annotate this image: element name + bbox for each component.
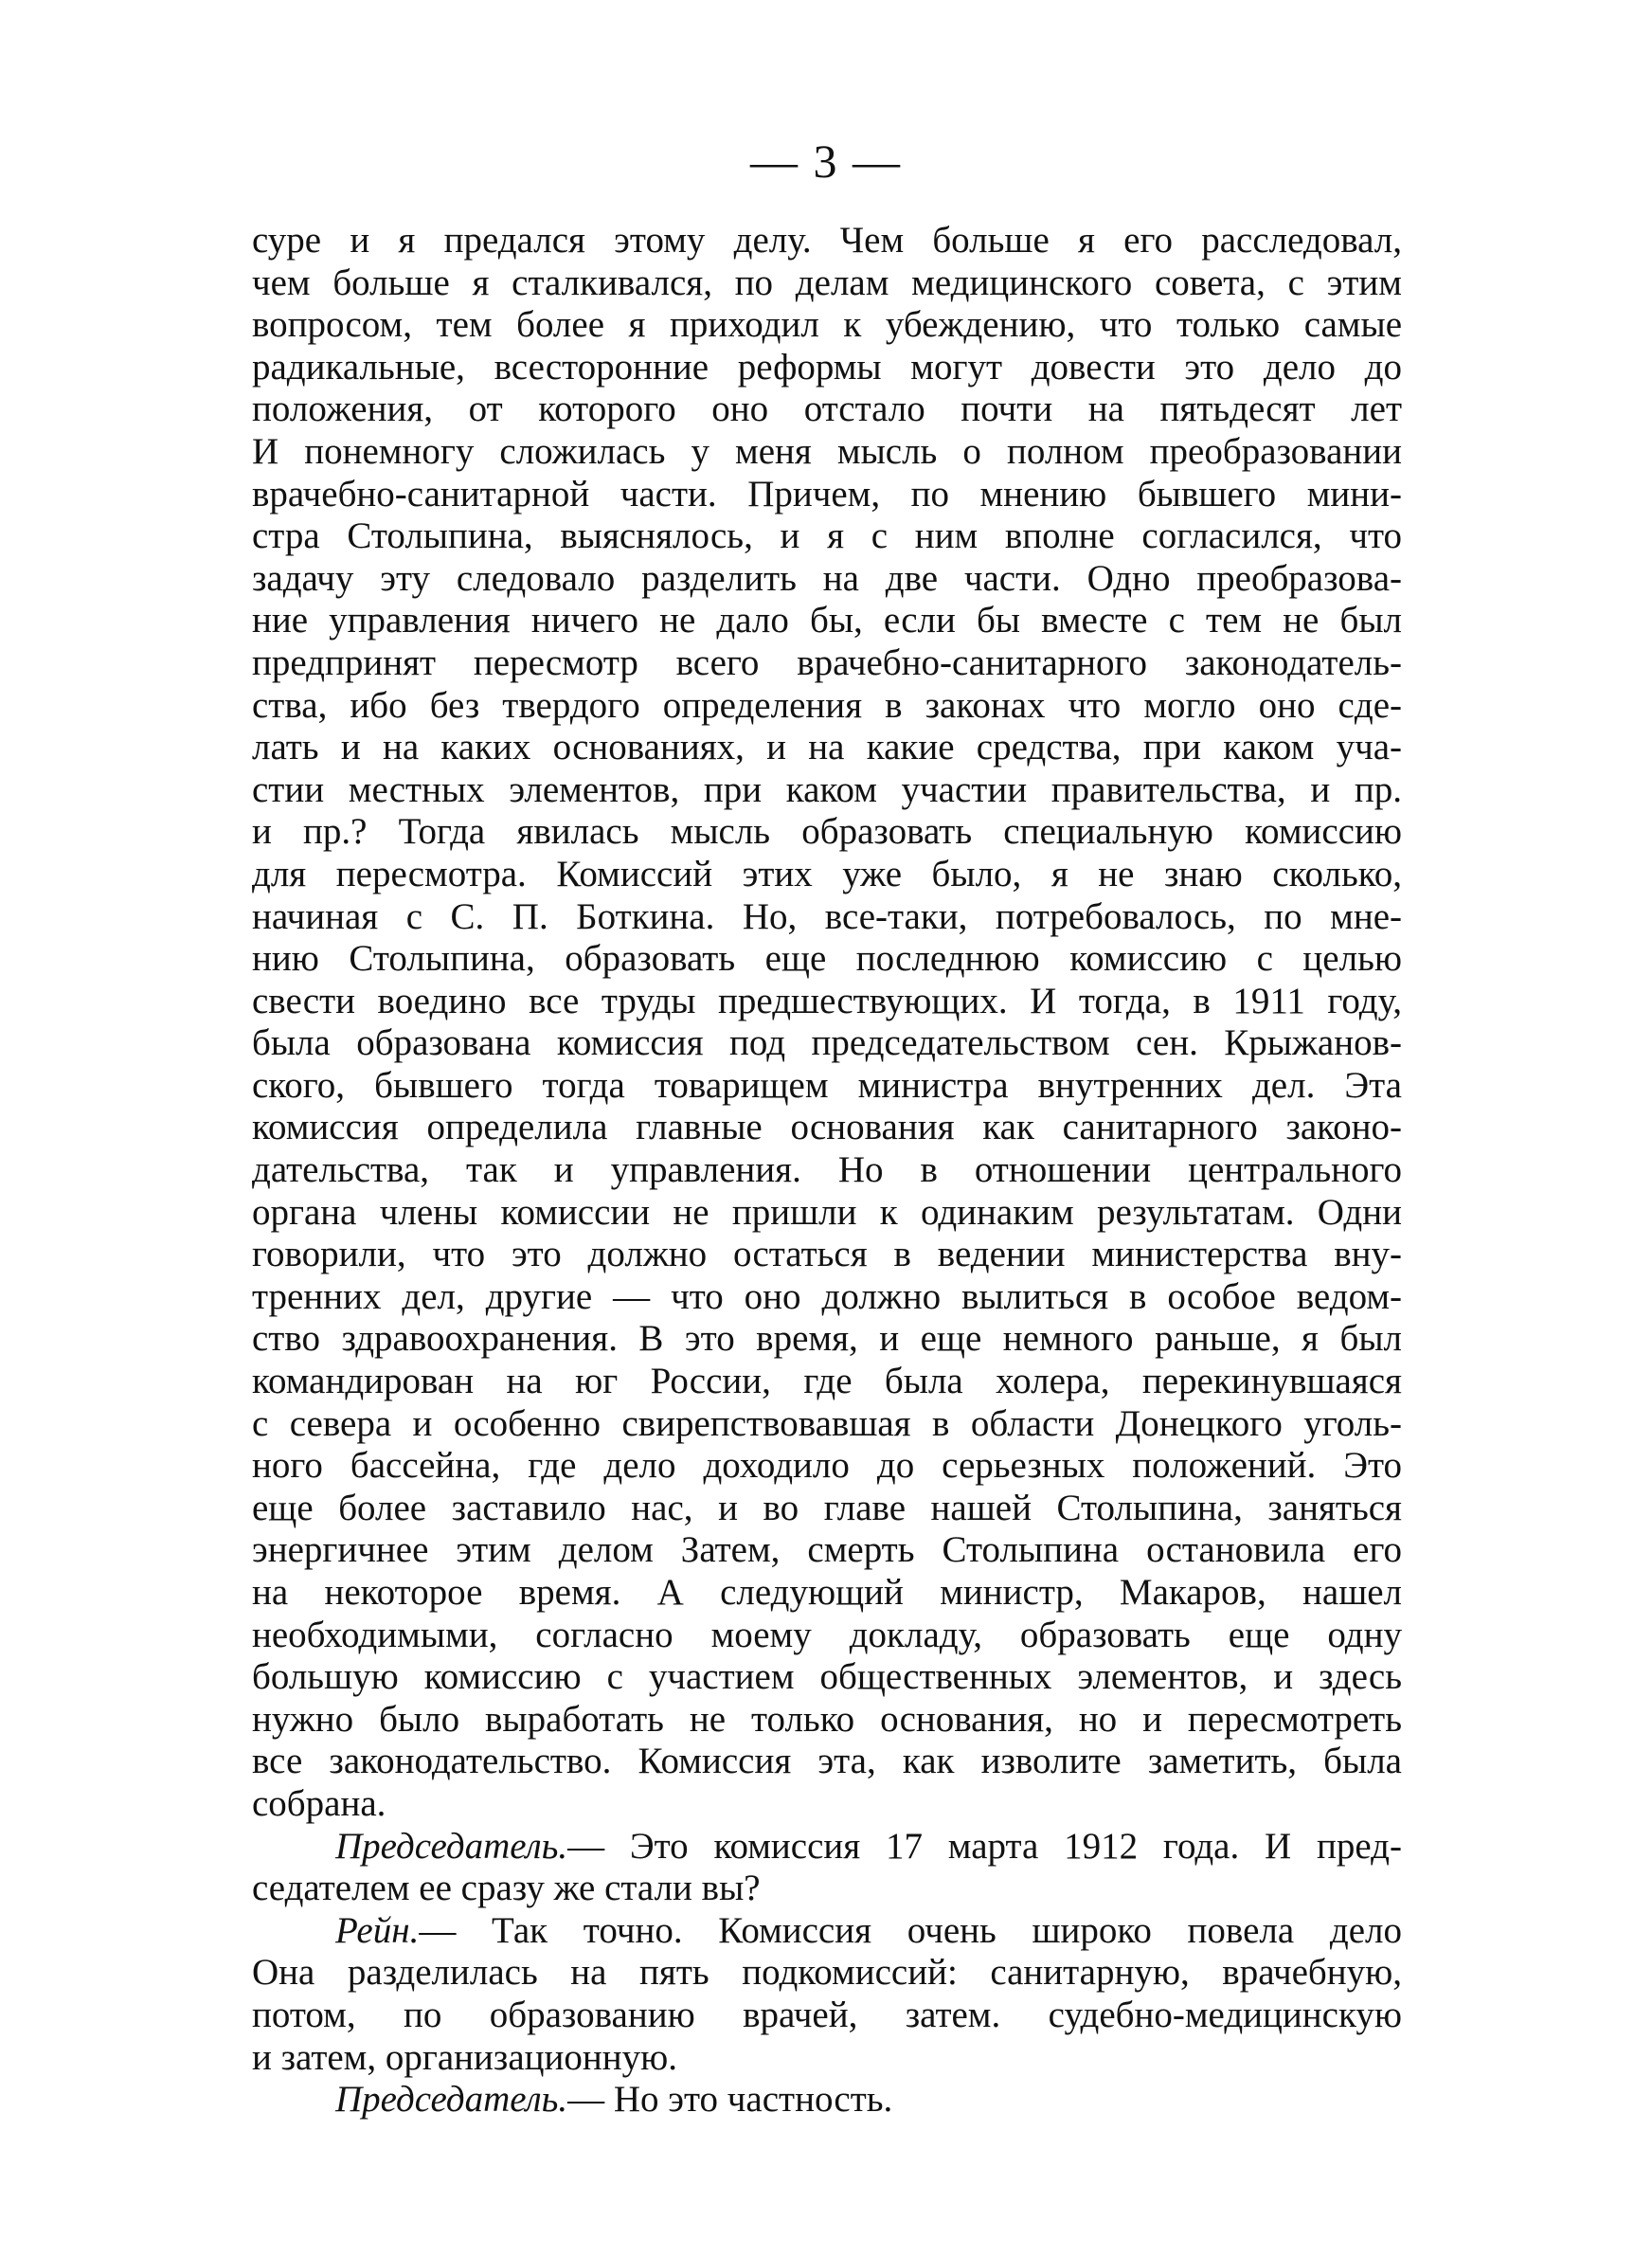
text-line: стии местных элементов, при каком участии правительства, и пр. [252,768,1402,810]
speech-text: — Но это частность. [567,2079,893,2121]
text-line: ства, ибо без твердого определения в законах что могло оно сде- [252,684,1402,726]
text-line: вопросом, тем более я приходил к убеждению, что только самые [252,304,1402,346]
text-line: с севера и особенно свирепствовавшая в области Донецкого уголь- [252,1402,1402,1444]
text-line: необходимыми, согласно моему докладу, образовать еще одну [252,1614,1402,1655]
text-line: еще более заставило нас, и во главе нашей Столыпина, заняться [252,1487,1402,1528]
text-line: стра Столыпина, выяснялось, и я с ним вполне согласился, что [252,515,1402,557]
text-line: начиная с С. П. Боткина. Но, все-таки, потребовалось, по мне- [252,895,1402,937]
text-line: на некоторое время. А следующий министр, Макаров, нашел [252,1572,1402,1613]
text-line: предпринят пересмотр всего врачебно-санитарного законодатель- [252,641,1402,683]
text-line: комиссия определила главные основания как санитарного законо- [252,1107,1402,1148]
speaker-name: Рейн. [335,1909,420,1951]
text-line: для пересмотра. Комиссий этих уже было, я не знаю сколько, [252,853,1402,894]
dialogue-line [252,1910,1402,1953]
speaker-name: Председатель. [335,2079,568,2121]
speaker-name: Председатель. [335,1825,568,1867]
main-text [252,220,1402,2122]
dialogue-line: седателем ее сразу же стали вы? [252,1868,761,1909]
text-line: радикальные, всесторонние реформы могут довести это дело до [252,346,1402,388]
dialogue-line: и затем, организационную. [252,2036,677,2078]
text-line: собрана. [252,1782,386,1824]
dialogue-line [252,1826,1402,1869]
text-line: врачебно-санитарной части. Причем, по мнению бывшего мини- [252,473,1402,515]
speech-text: — Это комиссия 17 марта 1912 года. И пред- [567,1825,1402,1867]
text-line: чем больше я сталкивался, по делам медицинского совета, с этим [252,262,1402,303]
speech-text: — Так точно. Комиссия очень широко повела дело [419,1909,1402,1951]
text-line: И понемногу сложилась у меня мысль о полном преобразовании [252,430,1402,472]
dialogue-line: потом, по образованию врачей, затем. судебно-медицинскую [252,1994,1402,2035]
text-line: ного бассейна, где дело доходило до серьезных положений. Это [252,1445,1402,1487]
text-line: ского, бывшего тогда товарищем министра внутренних дел. Эта [252,1064,1402,1106]
text-line: говорили, что это должно остаться в ведении министерства вну- [252,1234,1402,1275]
text-line: суре и я предался этому делу. Чем больше я его расследовал, [252,220,1402,261]
text-line: тренних дел, другие — что оно должно вылиться в особое ведом- [252,1275,1402,1317]
text-line: ство здравоохранения. В это время, и еще немного раньше, я был [252,1318,1402,1360]
text-line: нужно было выработать не только основания, но и пересмотреть [252,1698,1402,1740]
text-line: и пр.? Тогда явилась мысль образовать специальную комиссию [252,811,1402,853]
dialogue-line [252,2079,1402,2122]
text-line: дательства, так и управления. Но в отношении центрального [252,1149,1402,1191]
text-line: была образована комиссия под председательством сен. Крыжанов- [252,1022,1402,1064]
dialogue-line: Она разделилась на пять подкомиссий: санитарную, врачебную, [252,1952,1402,1994]
text-line: нию Столыпина, образовать еще последнюю комиссию с целью [252,938,1402,980]
text-line: командирован на юг России, где была холера, перекинувшаяся [252,1361,1402,1402]
text-line: все законодательство. Комиссия эта, как изволите заметить, была [252,1741,1402,1782]
text-line: органа члены комиссии не пришли к одинаким результатам. Одни [252,1191,1402,1233]
page-number: — 3 — [750,135,902,188]
text-line: энергичнее этим делом Затем, смерть Столыпина остановила его [252,1529,1402,1571]
text-line: большую комиссию с участием общественных элементов, и здесь [252,1656,1402,1698]
text-line: лать и на каких основаниях, и на какие средства, при каком уча- [252,727,1402,768]
text-line: свести воедино все труды предшествующих. И тогда, в 1911 году, [252,980,1402,1021]
text-line: положения, от которого оно отстало почти на пятьдесят лет [252,388,1402,430]
text-line: ние управления ничего не дало бы, если бы вместе с тем не был [252,600,1402,641]
text-line: задачу эту следовало разделить на две части. Одно преобразова- [252,557,1402,599]
